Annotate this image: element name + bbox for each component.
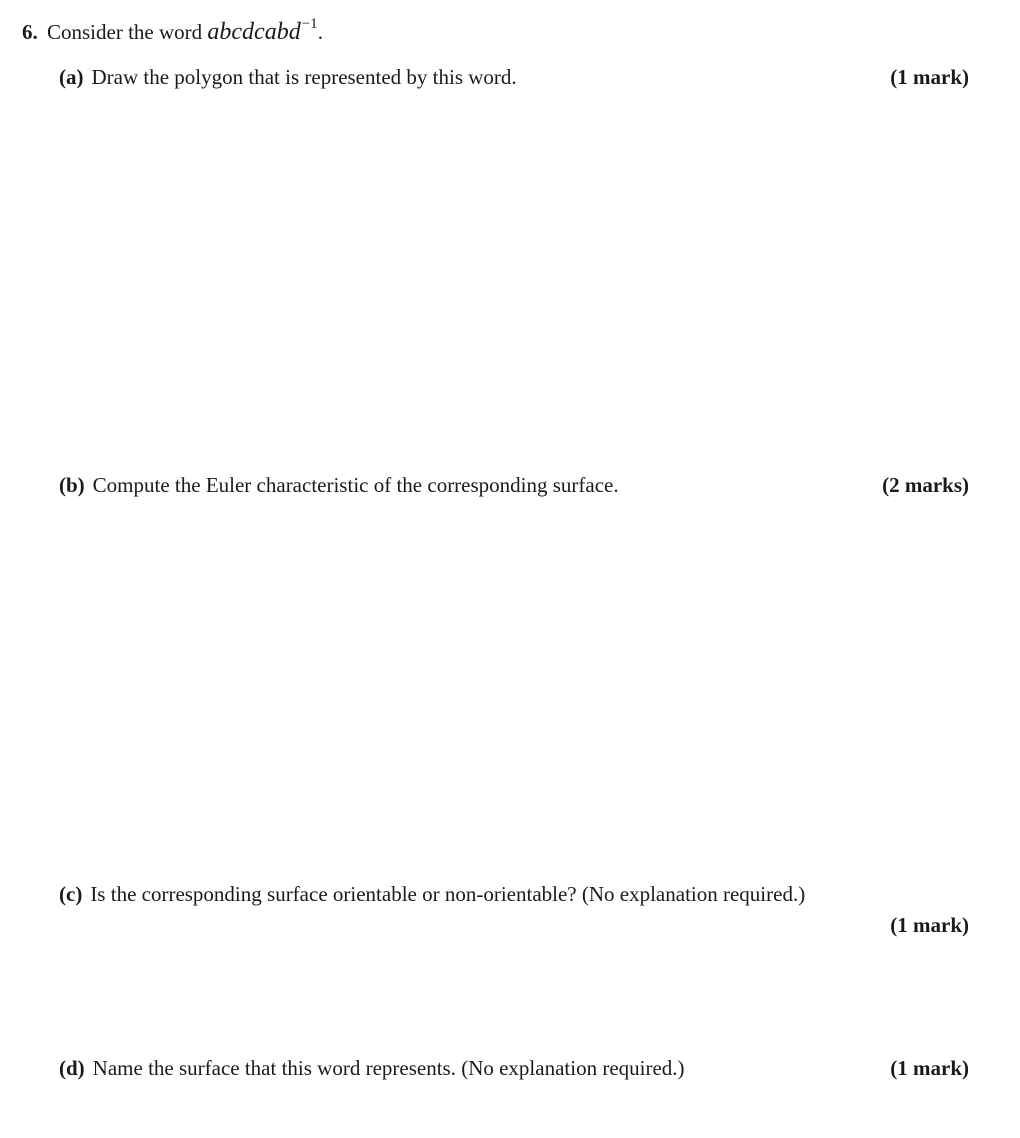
- question-intro: Consider the word: [47, 20, 203, 44]
- part-c-text: Is the corresponding surface orientable or non-orientable? (No explanation required.): [90, 882, 806, 906]
- part-a-label: (a): [59, 65, 84, 89]
- part-c-label: (c): [59, 882, 83, 906]
- part-d-marks: (1 mark): [890, 1056, 969, 1080]
- part-c: [59, 884, 805, 905]
- part-b: [59, 475, 619, 496]
- question-number: 6.: [22, 20, 38, 44]
- question-period: .: [317, 20, 323, 44]
- question-word: abcdcabd: [207, 19, 301, 45]
- part-c-marks: (1 mark): [890, 913, 969, 937]
- part-d-label: (d): [59, 1056, 85, 1080]
- question-header: [22, 16, 323, 45]
- part-a-marks: (1 mark): [890, 65, 969, 89]
- part-b-label: (b): [59, 473, 85, 497]
- part-b-marks: (2 marks): [882, 473, 969, 497]
- part-a-text: Draw the polygon that is represented by this word.: [91, 65, 517, 89]
- part-d-text: Name the surface that this word represents. (No explanation required.): [92, 1056, 685, 1080]
- part-a: [59, 67, 517, 88]
- question-word-exponent: −1: [301, 16, 318, 32]
- part-d: [59, 1058, 685, 1079]
- part-b-text: Compute the Euler characteristic of the corresponding surface.: [92, 473, 619, 497]
